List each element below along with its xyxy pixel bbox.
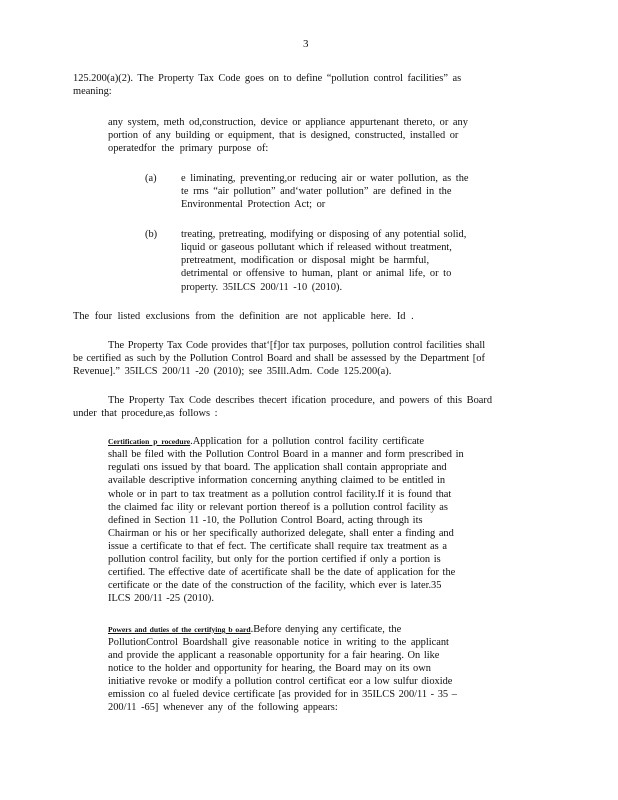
quote-line: certificate or the date of the construction of the facility, which ever is later.35 xyxy=(108,580,442,591)
quote-line: defined in Section 11 -10, the Pollution Control Board, acting through its xyxy=(108,515,423,526)
quote-line: the claimed fac ility or relevant portion thereof is a pollution control facility as xyxy=(108,502,448,513)
paragraph-line: meaning: xyxy=(73,86,112,97)
paragraph-line: The Property Tax Code describes thecert ification procedure, and powers of this Board xyxy=(108,395,493,406)
quote-line: and provide the applicant a reasonable opportunity for a fair hearing. On like xyxy=(108,650,440,661)
list-item-line: treating, pretreating, modifying or disposing of any potential solid, xyxy=(181,229,467,240)
quote-line: portion of any building or equipment, that is designed, constructed, installed or xyxy=(108,130,459,141)
quote-line: regulati ons issued by that board. The application shall contain appropriate and xyxy=(108,462,447,473)
quote-line xyxy=(108,435,424,448)
paragraph-line: be certified as such by the Pollution Control Board and shall be assessed by the Department [of xyxy=(73,353,485,364)
section-heading-certification: Certification p rocedure xyxy=(108,437,191,446)
list-item-line: detrimental or offensive to human, plant or animal life, or to xyxy=(181,268,452,279)
quote-text: .Before denying any certificate, the xyxy=(250,624,402,635)
paragraph-line: The four listed exclusions from the definition are not applicable here. Id . xyxy=(73,311,414,322)
quote-line: operatedfor the primary purpose of: xyxy=(108,143,269,154)
list-item-line: te rms “air pollution” and‘water pollution” are defined in the xyxy=(181,186,452,197)
list-item-line: liquid or gaseous pollutant which if released without treatment, xyxy=(181,242,452,253)
quote-line: available descriptive information concerning anything claimed to be entitled in xyxy=(108,475,446,486)
quote-line: certified. The effective date of acertificate shall be the date of application for the xyxy=(108,567,456,578)
page-number: 3 xyxy=(303,38,309,50)
list-label-b: (b) xyxy=(145,229,158,240)
paragraph-line: 125.200(a)(2). The Property Tax Code goes on to define “pollution control facilities” as xyxy=(73,73,462,84)
quote-line: issue a certificate to that ef fect. The certificate shall require tax treatment as a xyxy=(108,541,447,552)
quote-line: 200/11 -65] whenever any of the following appears: xyxy=(108,702,338,713)
quote-line: Chairman or his or her specifically authorized delegate, shall enter a finding and xyxy=(108,528,454,539)
list-item-line: property. 35ILCS 200/11 -10 (2010). xyxy=(181,282,343,293)
quote-text: .Application for a pollution control facility certificate xyxy=(190,436,425,447)
paragraph-line: under that procedure,as follows : xyxy=(73,408,218,419)
list-item-line: e liminating, preventing,or reducing air or water pollution, as the xyxy=(181,173,469,184)
quote-line: PollutionControl Boardshall give reasonable notice in writing to the applicant xyxy=(108,637,449,648)
quote-line: any system, meth od,construction, device or appliance appurtenant thereto, or any xyxy=(108,117,468,128)
quote-line: notice to the holder and opportunity for hearing, the Board may on its own xyxy=(108,663,431,674)
quote-line: shall be filed with the Pollution Control Board in a manner and form prescribed in xyxy=(108,449,464,460)
quote-line: ILCS 200/11 -25 (2010). xyxy=(108,593,214,604)
paragraph-line: Revenue].” 35ILCS 200/11 -20 (2010); see 35Ill.Adm. Code 125.200(a). xyxy=(73,366,392,377)
section-heading-powers: Powers and duties of the certifying b oard xyxy=(108,625,251,634)
quote-line: whole or in part to tax treatment as a pollution control facility.If it is found that xyxy=(108,489,452,500)
quote-line xyxy=(108,623,401,636)
list-item-line: pretreatment, modification or disposal might be harmful, xyxy=(181,255,430,266)
quote-line: pollution control facility, but only for the portion certified if only a portion is xyxy=(108,554,441,565)
quote-line: emission co al fueled device certificate [as provided for in 35ILCS 200/11 - 35 – xyxy=(108,689,457,700)
paragraph-line: The Property Tax Code provides that‘[f]or tax purposes, pollution control facilities shall xyxy=(108,340,486,351)
quote-line: initiative revoke or modify a pollution control certificat eor a low sulfur dioxide xyxy=(108,676,453,687)
list-item-line: Environmental Protection Act; or xyxy=(181,199,326,210)
list-label-a: (a) xyxy=(145,173,157,184)
